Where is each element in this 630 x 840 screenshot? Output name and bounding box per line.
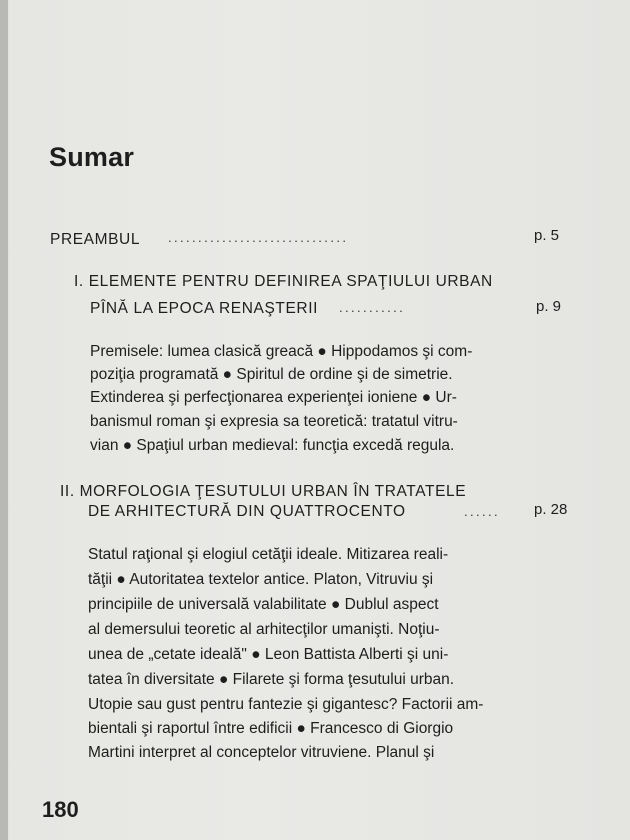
toc-chapter1-title-line1: I. ELEMENTE PENTRU DEFINIREA SPAŢIULUI URBAN (74, 273, 493, 290)
summary-line: Statul raţional şi elogiul cetăţii ideale. Mitizarea reali- (88, 546, 449, 563)
toc-chapter2-title-line2: DE ARHITECTURĂ DIN QUATTROCENTO (88, 503, 406, 520)
summary-line: al demersului teoretic al arhitecţilor umanişti. Noţiu- (88, 621, 440, 638)
toc-chapter1-title-line2: PÎNĂ LA EPOCA RENAŞTERII (90, 300, 319, 317)
summary-line: poziţia programată ● Spiritul de ordine şi de simetrie. (90, 366, 453, 383)
summary-line: unea de „cetate ideală" ● Leon Battista Alberti şi uni- (88, 646, 449, 663)
summary-line: tăţii ● Autoritatea textelor antice. Platon, Vitruviu şi (88, 571, 434, 588)
page-title: Sumar (49, 142, 135, 172)
summary-line: Utopie sau gust pentru fantezie şi gigantesc? Factorii am- (88, 696, 484, 713)
toc-entry-preambul-leader: .............................. (168, 230, 349, 245)
summary-line: bientali şi raportul între edificii ● Francesco di Giorgio (88, 720, 454, 737)
toc-entry-preambul-page: p. 5 (534, 227, 560, 244)
toc-chapter2-leader: ...... (464, 504, 501, 519)
page-number: 180 (42, 797, 79, 822)
toc-entry-preambul-title: PREAMBUL (50, 231, 141, 248)
summary-line: banismul roman şi expresia sa teoretică: tratatul vitru- (90, 413, 458, 430)
toc-chapter2-title-line1: II. MORFOLOGIA ŢESUTULUI URBAN ÎN TRATATELE (60, 483, 467, 500)
toc-chapter1-page: p. 9 (536, 298, 562, 315)
summary-line: Premisele: lumea clasică greacă ● Hippodamos şi com- (90, 343, 473, 360)
toc-chapter1-leader: ........... (339, 300, 406, 315)
page-edge (0, 0, 8, 840)
summary-line: Martini interpret al conceptelor vitruviene. Planul şi (88, 744, 435, 761)
summary-line: Extinderea şi perfecţionarea experienţei ioniene ● Ur- (90, 389, 457, 406)
summary-line: vian ● Spaţiul urban medieval: funcţia excedă regula. (90, 437, 455, 454)
summary-line: tatea în diversitate ● Filarete şi forma ţesutului urban. (88, 671, 455, 688)
toc-chapter2-page: p. 28 (534, 501, 568, 518)
summary-line: principiile de universală valabilitate ● Dublul aspect (88, 596, 439, 613)
